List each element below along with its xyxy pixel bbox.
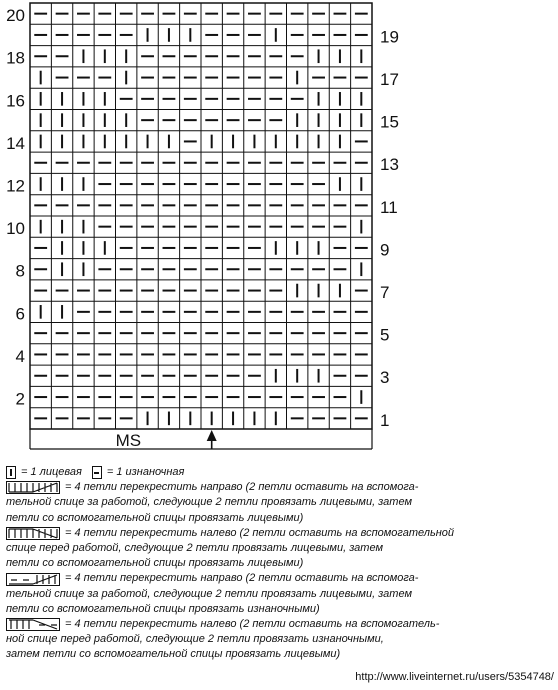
legend-cable-right-knit-line1: = 4 петли перекрестить направо (2 петли оставить на вспомога- [65, 481, 419, 494]
legend-cable-right-knit-line3: петли со вспомогательной спицы провязать лицевыми) [6, 511, 304, 524]
legend-cable-right-purl-line3: петли со вспомогательной спицы провязать изнаночными) [6, 602, 320, 615]
row-number-right: 1 [380, 410, 390, 430]
row-number-left: 12 [6, 176, 25, 196]
row-number-right: 3 [380, 368, 390, 388]
row-number-right: 17 [380, 70, 399, 90]
legend-knit-text: = 1 лицевая [21, 466, 82, 478]
legend-cable-left-knit-line2: спице перед работой, следующие 2 петли провязать лицевыми, затем [6, 542, 383, 555]
row-number-left: 8 [15, 261, 25, 281]
legend-cable-right-knit-line2: тельной спице за работой, следующие 2 петли провязать лицевыми, затем [6, 496, 412, 509]
cable-right-purl-icon [6, 573, 60, 586]
legend-cable-left-purl [6, 617, 554, 632]
legend-cable-left-knit-line3: петли со вспомогательной спицы провязать лицевыми) [6, 557, 304, 570]
legend-cable-left-purl-line2: ной спице перед работой, следующие 2 петли провязать изнаночными, [6, 633, 384, 646]
legend-cable-right-purl-line2: тельной спице за работой, следующие 2 петли провязать лицевыми, затем [6, 587, 412, 600]
legend-cable-right-knit [6, 480, 554, 495]
legend-purl-text: = 1 изнаночная [106, 466, 185, 478]
row-number-right: 15 [380, 112, 399, 132]
legend-cable-left-knit-line1: = 4 петли перекрестить налево (2 петли оставить на вспомогательной [65, 526, 455, 539]
legend-knit [6, 465, 554, 480]
row-number-right: 19 [380, 27, 399, 47]
row-number-left: 14 [6, 133, 25, 153]
purl-symbol-icon [92, 466, 102, 479]
row-number-right: 9 [380, 240, 390, 260]
knit-symbol-icon [6, 466, 16, 479]
legend-cable-left-purl-line1: = 4 петли перекрестить налево (2 петли оставить на вспомогатель- [65, 618, 440, 631]
row-number-left: 6 [15, 304, 25, 324]
cable-left-knit-icon [6, 527, 60, 540]
row-number-left: 2 [15, 389, 25, 409]
legend-cable-right-purl-line1: = 4 петли перекрестить направо (2 петли оставить на вспомога- [65, 572, 419, 585]
row-number-right: 7 [380, 283, 390, 303]
row-number-right: 13 [380, 155, 399, 175]
legend [6, 465, 554, 663]
row-number-right: 11 [380, 197, 398, 217]
watermark-url: http://www.liveinternet.ru/users/5354748/ [355, 671, 554, 683]
row-number-left: 16 [6, 91, 25, 111]
ms-label: MS [115, 431, 142, 450]
cable-left-purl-icon [6, 618, 60, 631]
legend-cable-right-purl [6, 571, 554, 586]
legend-cable-left-knit [6, 526, 554, 541]
legend-cable-left-purl-line3: затем петли со вспомогательной спицы провязать лицевыми) [6, 648, 341, 661]
cable-right-knit-icon [6, 481, 60, 494]
row-number-left: 18 [6, 48, 25, 68]
row-number-left: 20 [6, 6, 25, 26]
row-number-left: 4 [15, 346, 25, 366]
row-number-right: 5 [380, 325, 390, 345]
center-arrow-icon [207, 430, 217, 441]
row-number-left: 10 [6, 219, 25, 239]
